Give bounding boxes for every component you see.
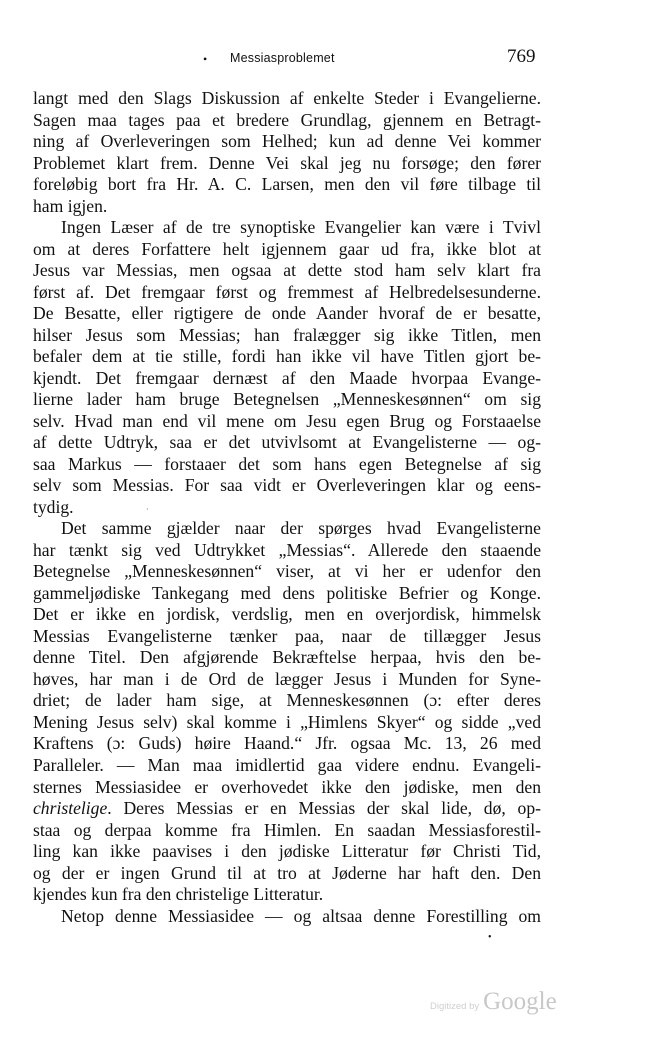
text-line: af dette Udtryk, saa er det utvivlsomt at Evangelisterne — og-: [33, 432, 541, 453]
text-line: ning af Overleveringen som Helhed; kun ad denne Vei kommer: [33, 131, 541, 152]
text-line: først af. Det fremgaar først og fremmest af Helbredelsesunderne.: [33, 281, 541, 302]
text-fragment: . Deres Messias er en Messias der skal lide, dø, op-: [107, 798, 541, 819]
text-line: langt med den Slags Diskussion af enkelte Steder i Evangelierne.: [33, 88, 541, 108]
text-line: kjendes kun fra den christelige Litteratur.: [33, 884, 324, 905]
text-line: foreløbig bort fra Hr. A. C. Larsen, men den vil føre tilbage til: [33, 174, 541, 195]
text-line: De Besatte, eller rigtigere de onde Aander hvoraf de er besatte,: [33, 303, 541, 324]
text-line: Kraftens (ɔ: Guds) høire Haand.“ Jfr. ogsaa Mc. 13, 26 med: [33, 733, 541, 754]
text-line: Problemet klart frem. Denne Vei skal jeg nu forsøge; den fører: [33, 152, 541, 173]
text-line: driet; de lader ham sige, at Menneskesønnen (ɔ: efter deres: [33, 690, 541, 711]
text-line: hilser Jesus som Messias; han fralægger sig ikke Titlen, men: [33, 324, 541, 345]
watermark-prefix: Digitized by: [430, 1001, 480, 1012]
text-line: Det er ikke en jordisk, verdslig, men en overjordisk, himmelsk: [33, 604, 541, 625]
body-text: [33, 88, 541, 927]
text-line: om at deres Forfattere helt igjennem gaar ud fra, ikke blot at: [33, 238, 541, 259]
print-speck: •: [488, 932, 492, 943]
text-line: ling kan ikke paavises i den jødiske Litteratur før Christi Tid,: [33, 841, 541, 862]
text-line: sternes Messiasidee er overhovedet ikke den jødiske, men den: [33, 776, 541, 797]
paragraph-first-line: Ingen Læser af de tre synoptiske Evangelier kan være i Tvivl: [61, 217, 541, 238]
text-line: høves, har man i de Ord de lægger Jesus i Munden for Syne-: [33, 668, 541, 689]
text-line: Betegnelse „Menneskesønnen“ viser, at vi her er udenfor den: [33, 561, 541, 582]
digitization-watermark: [430, 988, 557, 1016]
text-line: Messias Evangelisterne tænker paa, naar de tillægger Jesus: [33, 625, 541, 646]
text-line: selv. Hvad man end vil mene om Jesu egen Brug og Forstaaelse: [33, 410, 541, 431]
text-line: Mening Jesus selv) skal komme i „Himlens Skyer“ og sidde „ved: [33, 711, 541, 732]
emphasis-christelige: christelige: [33, 798, 108, 819]
text-line: kjendt. Det fremgaar dernæst af den Maade hvorpaa Evange-: [33, 367, 541, 388]
text-line: staa og derpaa komme fra Himlen. En saadan Messiasforestil-: [33, 819, 541, 840]
text-line-with-emphasis: [33, 798, 541, 820]
text-line: Sagen maa tages paa et bredere Grundlag, gjennem en Betragt-: [33, 109, 541, 130]
text-line: selv som Messias. For saa vidt er Overleveringen klar og eens-: [33, 475, 541, 496]
page-number: 769: [507, 46, 536, 67]
print-speck: ·: [146, 505, 149, 514]
paragraph-first-line: Det samme gjælder naar der spørges hvad Evangelisterne: [61, 518, 541, 539]
text-line: og der er ingen Grund til at tro at Jøderne har haft den. Den: [33, 862, 541, 883]
text-line: saa Markus — forstaaer det som hans egen Betegnelse af sig: [33, 453, 541, 474]
text-line: gammeljødiske Tankegang med dens politiske Befrier og Konge.: [33, 582, 541, 603]
running-head-title: Messiasproblemet: [230, 51, 335, 65]
text-line: Jesus var Messias, men ogsaa at dette stod ham selv klart fra: [33, 260, 541, 281]
google-logo: Google: [483, 988, 557, 1015]
text-line: tydig.: [33, 496, 74, 517]
text-line: befaler dem at tie stille, fordi han ikke vil have Titlen gjort be-: [33, 346, 541, 367]
header-marker: •: [203, 52, 208, 66]
text-line: denne Titel. Den afgjørende Bekræftelse herpaa, hvis den be-: [33, 647, 541, 668]
text-line: lierne lader ham bruge Betegnelsen „Menneskesønnen“ om sig: [33, 389, 541, 410]
text-line: har tænkt sig ved Udtrykket „Messias“. Allerede den staaende: [33, 539, 541, 560]
text-line: Paralleler. — Man maa imidlertid gaa videre endnu. Evangeli-: [33, 754, 541, 775]
text-line: ham igjen.: [33, 195, 108, 216]
paragraph-first-line: Netop denne Messiasidee — og altsaa denne Forestilling om: [61, 905, 541, 926]
